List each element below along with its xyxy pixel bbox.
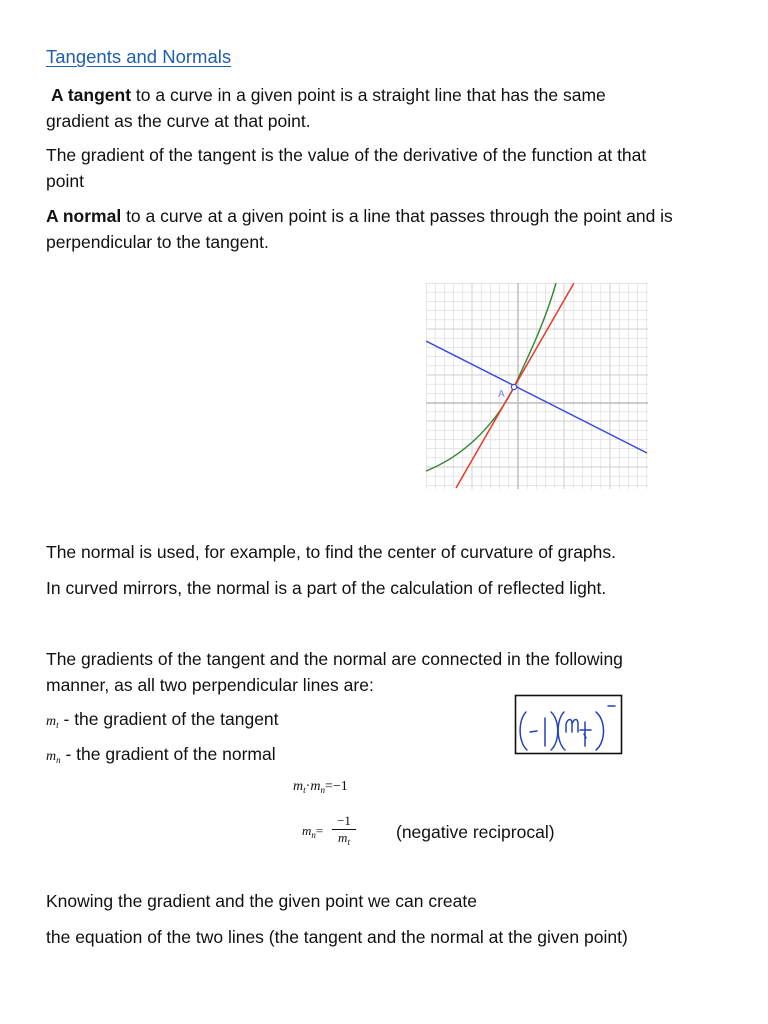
perpendicular-equation: $m_t\cdot m_n=-1$ [293, 779, 348, 795]
tangent-term: A tangent [51, 85, 132, 105]
handwritten-annotation [514, 694, 626, 758]
reciprocal-equation-lhs: $m_n=$ [302, 823, 324, 840]
fraction-denominator: $m_t$ [332, 829, 356, 850]
fraction-numerator: −1 [337, 813, 351, 828]
tangent-normal-figure [426, 283, 648, 489]
normal-usage-text: The normal is used, for example, to find the center of curvature of graphs. [46, 542, 617, 562]
mt-symbol: $m_t$ [46, 714, 59, 730]
normal-term: A normal [46, 206, 122, 226]
figure-grid [426, 283, 648, 489]
mn-definition-text: - the gradient of the normal [60, 744, 276, 764]
normal-definition-line-1 [46, 203, 673, 229]
mirrors-text: In curved mirrors, the normal is a part of the calculation of reflected light. [46, 578, 607, 598]
tangent-definition-text: to a curve in a given point is a straight line that has the same [131, 85, 606, 105]
mt-definition-text: - the gradient of the tangent [58, 709, 279, 729]
negative-reciprocal-note: (negative reciprocal) [396, 822, 555, 842]
mn-definition [46, 741, 276, 773]
point-a-label: A [498, 389, 505, 400]
gradients-connection-line-2: manner, as all two perpendicular lines are: [46, 675, 374, 695]
gradients-connection-line-1: The gradients of the tangent and the normal are connected in the following [46, 649, 623, 669]
mt-definition [46, 706, 279, 738]
gradient-paragraph-line-1: The gradient of the tangent is the value of the derivative of the function at that [46, 145, 647, 165]
tangent-definition-line-2: gradient as the curve at that point. [46, 111, 311, 131]
knowing-gradient-text: Knowing the gradient and the given point we can create [46, 891, 477, 911]
normal-definition-text: to a curve at a given point is a line that passes through the point and is [121, 206, 673, 226]
normal-definition-line-2: perpendicular to the tangent. [46, 232, 269, 252]
mn-symbol: $m_n$ [46, 749, 61, 765]
gradient-paragraph-line-2: point [46, 171, 84, 191]
page-title[interactable]: Tangents and Normals [46, 46, 232, 67]
point-a-marker [511, 384, 516, 389]
equation-of-lines-text: the equation of the two lines (the tangent and the normal at the given point) [46, 927, 628, 947]
reciprocal-equation-fraction [332, 813, 356, 850]
tangent-definition-line-1 [46, 82, 606, 108]
